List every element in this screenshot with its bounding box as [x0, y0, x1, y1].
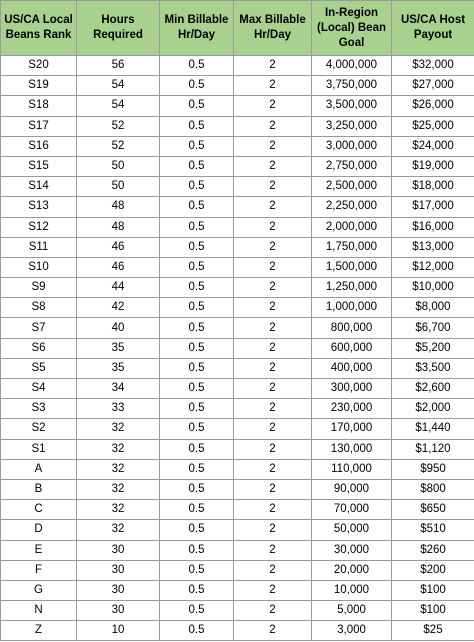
- cell-max-billable: 2: [234, 96, 312, 116]
- cell-min-billable: 0.5: [160, 136, 234, 156]
- cell-max-billable: 2: [234, 520, 312, 540]
- cell-min-billable: 0.5: [160, 459, 234, 479]
- cell-hours: 33: [77, 399, 160, 419]
- table-row: [1, 338, 474, 358]
- cell-bean-goal: 300,000: [312, 379, 392, 399]
- cell-min-billable: 0.5: [160, 177, 234, 197]
- table-row: [1, 621, 474, 641]
- header-max-billable: Max Billable Hr/Day: [234, 1, 312, 56]
- cell-min-billable: 0.5: [160, 56, 234, 76]
- header-rank: US/CA Local Beans Rank: [1, 1, 77, 56]
- cell-min-billable: 0.5: [160, 358, 234, 378]
- cell-payout: $24,000: [392, 136, 474, 156]
- cell-rank: S15: [1, 156, 77, 176]
- cell-min-billable: 0.5: [160, 621, 234, 641]
- cell-hours: 32: [77, 520, 160, 540]
- cell-max-billable: 2: [234, 217, 312, 237]
- cell-payout: $2,000: [392, 399, 474, 419]
- cell-payout: $200: [392, 560, 474, 580]
- table-row: [1, 257, 474, 277]
- cell-payout: $16,000: [392, 217, 474, 237]
- cell-payout: $8,000: [392, 298, 474, 318]
- cell-hours: 52: [77, 116, 160, 136]
- cell-bean-goal: 400,000: [312, 358, 392, 378]
- cell-bean-goal: 3,000: [312, 621, 392, 641]
- cell-rank: S2: [1, 419, 77, 439]
- cell-hours: 46: [77, 237, 160, 257]
- cell-payout: $3,500: [392, 358, 474, 378]
- cell-rank: B: [1, 479, 77, 499]
- cell-rank: Z: [1, 621, 77, 641]
- cell-rank: S13: [1, 197, 77, 217]
- cell-hours: 52: [77, 136, 160, 156]
- cell-hours: 32: [77, 419, 160, 439]
- cell-max-billable: 2: [234, 318, 312, 338]
- cell-rank: S8: [1, 298, 77, 318]
- cell-rank: C: [1, 500, 77, 520]
- table-row: [1, 318, 474, 338]
- cell-payout: $27,000: [392, 76, 474, 96]
- cell-rank: S19: [1, 76, 77, 96]
- cell-max-billable: 2: [234, 601, 312, 621]
- header-min-billable: Min Billable Hr/Day: [160, 1, 234, 56]
- cell-rank: S9: [1, 278, 77, 298]
- cell-min-billable: 0.5: [160, 116, 234, 136]
- cell-max-billable: 2: [234, 621, 312, 641]
- table-row: [1, 237, 474, 257]
- cell-bean-goal: 2,250,000: [312, 197, 392, 217]
- cell-payout: $25,000: [392, 116, 474, 136]
- cell-max-billable: 2: [234, 580, 312, 600]
- table-row: [1, 520, 474, 540]
- cell-payout: $100: [392, 601, 474, 621]
- table-row: [1, 116, 474, 136]
- cell-hours: 32: [77, 479, 160, 499]
- table-row: [1, 419, 474, 439]
- cell-max-billable: 2: [234, 197, 312, 217]
- cell-max-billable: 2: [234, 540, 312, 560]
- cell-payout: $260: [392, 540, 474, 560]
- cell-rank: N: [1, 601, 77, 621]
- table-row: [1, 439, 474, 459]
- table-body: [1, 56, 474, 641]
- cell-rank: S18: [1, 96, 77, 116]
- cell-hours: 46: [77, 257, 160, 277]
- cell-payout: $650: [392, 500, 474, 520]
- cell-payout: $2,600: [392, 379, 474, 399]
- cell-max-billable: 2: [234, 500, 312, 520]
- cell-bean-goal: 2,500,000: [312, 177, 392, 197]
- cell-min-billable: 0.5: [160, 560, 234, 580]
- cell-hours: 30: [77, 560, 160, 580]
- cell-rank: S1: [1, 439, 77, 459]
- cell-payout: $13,000: [392, 237, 474, 257]
- table-row: [1, 156, 474, 176]
- table-row: [1, 479, 474, 499]
- cell-hours: 40: [77, 318, 160, 338]
- header-hours-required: Hours Required: [77, 1, 160, 56]
- table-row: [1, 217, 474, 237]
- cell-bean-goal: 600,000: [312, 338, 392, 358]
- cell-payout: $19,000: [392, 156, 474, 176]
- cell-payout: $510: [392, 520, 474, 540]
- cell-bean-goal: 1,750,000: [312, 237, 392, 257]
- table-row: [1, 76, 474, 96]
- cell-hours: 35: [77, 358, 160, 378]
- table-row: [1, 399, 474, 419]
- cell-max-billable: 2: [234, 76, 312, 96]
- cell-max-billable: 2: [234, 560, 312, 580]
- cell-max-billable: 2: [234, 156, 312, 176]
- cell-rank: S7: [1, 318, 77, 338]
- cell-max-billable: 2: [234, 419, 312, 439]
- cell-payout: $26,000: [392, 96, 474, 116]
- cell-payout: $18,000: [392, 177, 474, 197]
- table-row: [1, 500, 474, 520]
- cell-rank: G: [1, 580, 77, 600]
- cell-max-billable: 2: [234, 479, 312, 499]
- table-row: [1, 278, 474, 298]
- cell-payout: $10,000: [392, 278, 474, 298]
- cell-max-billable: 2: [234, 379, 312, 399]
- cell-rank: S11: [1, 237, 77, 257]
- cell-min-billable: 0.5: [160, 338, 234, 358]
- cell-max-billable: 2: [234, 338, 312, 358]
- cell-hours: 42: [77, 298, 160, 318]
- cell-hours: 32: [77, 459, 160, 479]
- cell-bean-goal: 5,000: [312, 601, 392, 621]
- cell-rank: S6: [1, 338, 77, 358]
- cell-hours: 34: [77, 379, 160, 399]
- cell-min-billable: 0.5: [160, 96, 234, 116]
- cell-rank: S3: [1, 399, 77, 419]
- cell-rank: D: [1, 520, 77, 540]
- cell-bean-goal: 90,000: [312, 479, 392, 499]
- cell-rank: S20: [1, 56, 77, 76]
- cell-bean-goal: 20,000: [312, 560, 392, 580]
- cell-max-billable: 2: [234, 237, 312, 257]
- table-row: [1, 358, 474, 378]
- cell-max-billable: 2: [234, 116, 312, 136]
- cell-payout: $1,120: [392, 439, 474, 459]
- cell-payout: $950: [392, 459, 474, 479]
- cell-hours: 30: [77, 601, 160, 621]
- cell-min-billable: 0.5: [160, 197, 234, 217]
- cell-bean-goal: 50,000: [312, 520, 392, 540]
- table-row: [1, 459, 474, 479]
- cell-min-billable: 0.5: [160, 580, 234, 600]
- cell-hours: 56: [77, 56, 160, 76]
- cell-hours: 54: [77, 96, 160, 116]
- table-row: [1, 177, 474, 197]
- cell-hours: 48: [77, 197, 160, 217]
- cell-bean-goal: 800,000: [312, 318, 392, 338]
- cell-hours: 48: [77, 217, 160, 237]
- cell-max-billable: 2: [234, 439, 312, 459]
- cell-rank: A: [1, 459, 77, 479]
- cell-hours: 30: [77, 540, 160, 560]
- cell-hours: 30: [77, 580, 160, 600]
- cell-bean-goal: 1,500,000: [312, 257, 392, 277]
- table-row: [1, 197, 474, 217]
- cell-bean-goal: 2,750,000: [312, 156, 392, 176]
- table-row: [1, 56, 474, 76]
- cell-min-billable: 0.5: [160, 520, 234, 540]
- cell-bean-goal: 4,000,000: [312, 56, 392, 76]
- cell-bean-goal: 3,750,000: [312, 76, 392, 96]
- cell-bean-goal: 2,000,000: [312, 217, 392, 237]
- cell-max-billable: 2: [234, 257, 312, 277]
- cell-rank: F: [1, 560, 77, 580]
- cell-max-billable: 2: [234, 399, 312, 419]
- cell-rank: S12: [1, 217, 77, 237]
- cell-bean-goal: 30,000: [312, 540, 392, 560]
- cell-bean-goal: 230,000: [312, 399, 392, 419]
- cell-rank: S17: [1, 116, 77, 136]
- cell-hours: 35: [77, 338, 160, 358]
- table-row: [1, 96, 474, 116]
- cell-max-billable: 2: [234, 278, 312, 298]
- cell-min-billable: 0.5: [160, 379, 234, 399]
- cell-payout: $17,000: [392, 197, 474, 217]
- cell-hours: 50: [77, 156, 160, 176]
- cell-min-billable: 0.5: [160, 399, 234, 419]
- cell-min-billable: 0.5: [160, 479, 234, 499]
- cell-rank: S10: [1, 257, 77, 277]
- cell-min-billable: 0.5: [160, 257, 234, 277]
- table-row: [1, 580, 474, 600]
- cell-min-billable: 0.5: [160, 500, 234, 520]
- cell-bean-goal: 1,250,000: [312, 278, 392, 298]
- cell-bean-goal: 130,000: [312, 439, 392, 459]
- cell-min-billable: 0.5: [160, 298, 234, 318]
- cell-max-billable: 2: [234, 177, 312, 197]
- cell-min-billable: 0.5: [160, 76, 234, 96]
- header-row: [1, 1, 474, 56]
- cell-hours: 54: [77, 76, 160, 96]
- cell-rank: S16: [1, 136, 77, 156]
- table-header: [1, 1, 474, 56]
- cell-payout: $800: [392, 479, 474, 499]
- cell-max-billable: 2: [234, 358, 312, 378]
- cell-payout: $1,440: [392, 419, 474, 439]
- cell-bean-goal: 170,000: [312, 419, 392, 439]
- cell-rank: S14: [1, 177, 77, 197]
- cell-payout: $12,000: [392, 257, 474, 277]
- table-row: [1, 136, 474, 156]
- table-row: [1, 601, 474, 621]
- cell-min-billable: 0.5: [160, 156, 234, 176]
- table-row: [1, 560, 474, 580]
- table-row: [1, 540, 474, 560]
- cell-min-billable: 0.5: [160, 540, 234, 560]
- cell-bean-goal: 10,000: [312, 580, 392, 600]
- cell-bean-goal: 3,500,000: [312, 96, 392, 116]
- cell-min-billable: 0.5: [160, 439, 234, 459]
- cell-hours: 44: [77, 278, 160, 298]
- cell-max-billable: 2: [234, 459, 312, 479]
- cell-payout: $100: [392, 580, 474, 600]
- cell-payout: $25: [392, 621, 474, 641]
- cell-max-billable: 2: [234, 56, 312, 76]
- cell-min-billable: 0.5: [160, 601, 234, 621]
- cell-hours: 32: [77, 439, 160, 459]
- cell-max-billable: 2: [234, 298, 312, 318]
- cell-min-billable: 0.5: [160, 237, 234, 257]
- cell-bean-goal: 3,250,000: [312, 116, 392, 136]
- cell-rank: S4: [1, 379, 77, 399]
- cell-bean-goal: 70,000: [312, 500, 392, 520]
- cell-max-billable: 2: [234, 136, 312, 156]
- cell-payout: $5,200: [392, 338, 474, 358]
- cell-min-billable: 0.5: [160, 278, 234, 298]
- table-row: [1, 379, 474, 399]
- cell-hours: 50: [77, 177, 160, 197]
- header-host-payout: US/CA Host Payout: [392, 1, 474, 56]
- cell-min-billable: 0.5: [160, 217, 234, 237]
- cell-min-billable: 0.5: [160, 419, 234, 439]
- cell-payout: $32,000: [392, 56, 474, 76]
- header-bean-goal: In-Region (Local) Bean Goal: [312, 1, 392, 56]
- cell-payout: $6,700: [392, 318, 474, 338]
- cell-bean-goal: 110,000: [312, 459, 392, 479]
- cell-hours: 10: [77, 621, 160, 641]
- table-row: [1, 298, 474, 318]
- cell-rank: E: [1, 540, 77, 560]
- cell-bean-goal: 3,000,000: [312, 136, 392, 156]
- cell-min-billable: 0.5: [160, 318, 234, 338]
- cell-bean-goal: 1,000,000: [312, 298, 392, 318]
- cell-rank: S5: [1, 358, 77, 378]
- cell-hours: 32: [77, 500, 160, 520]
